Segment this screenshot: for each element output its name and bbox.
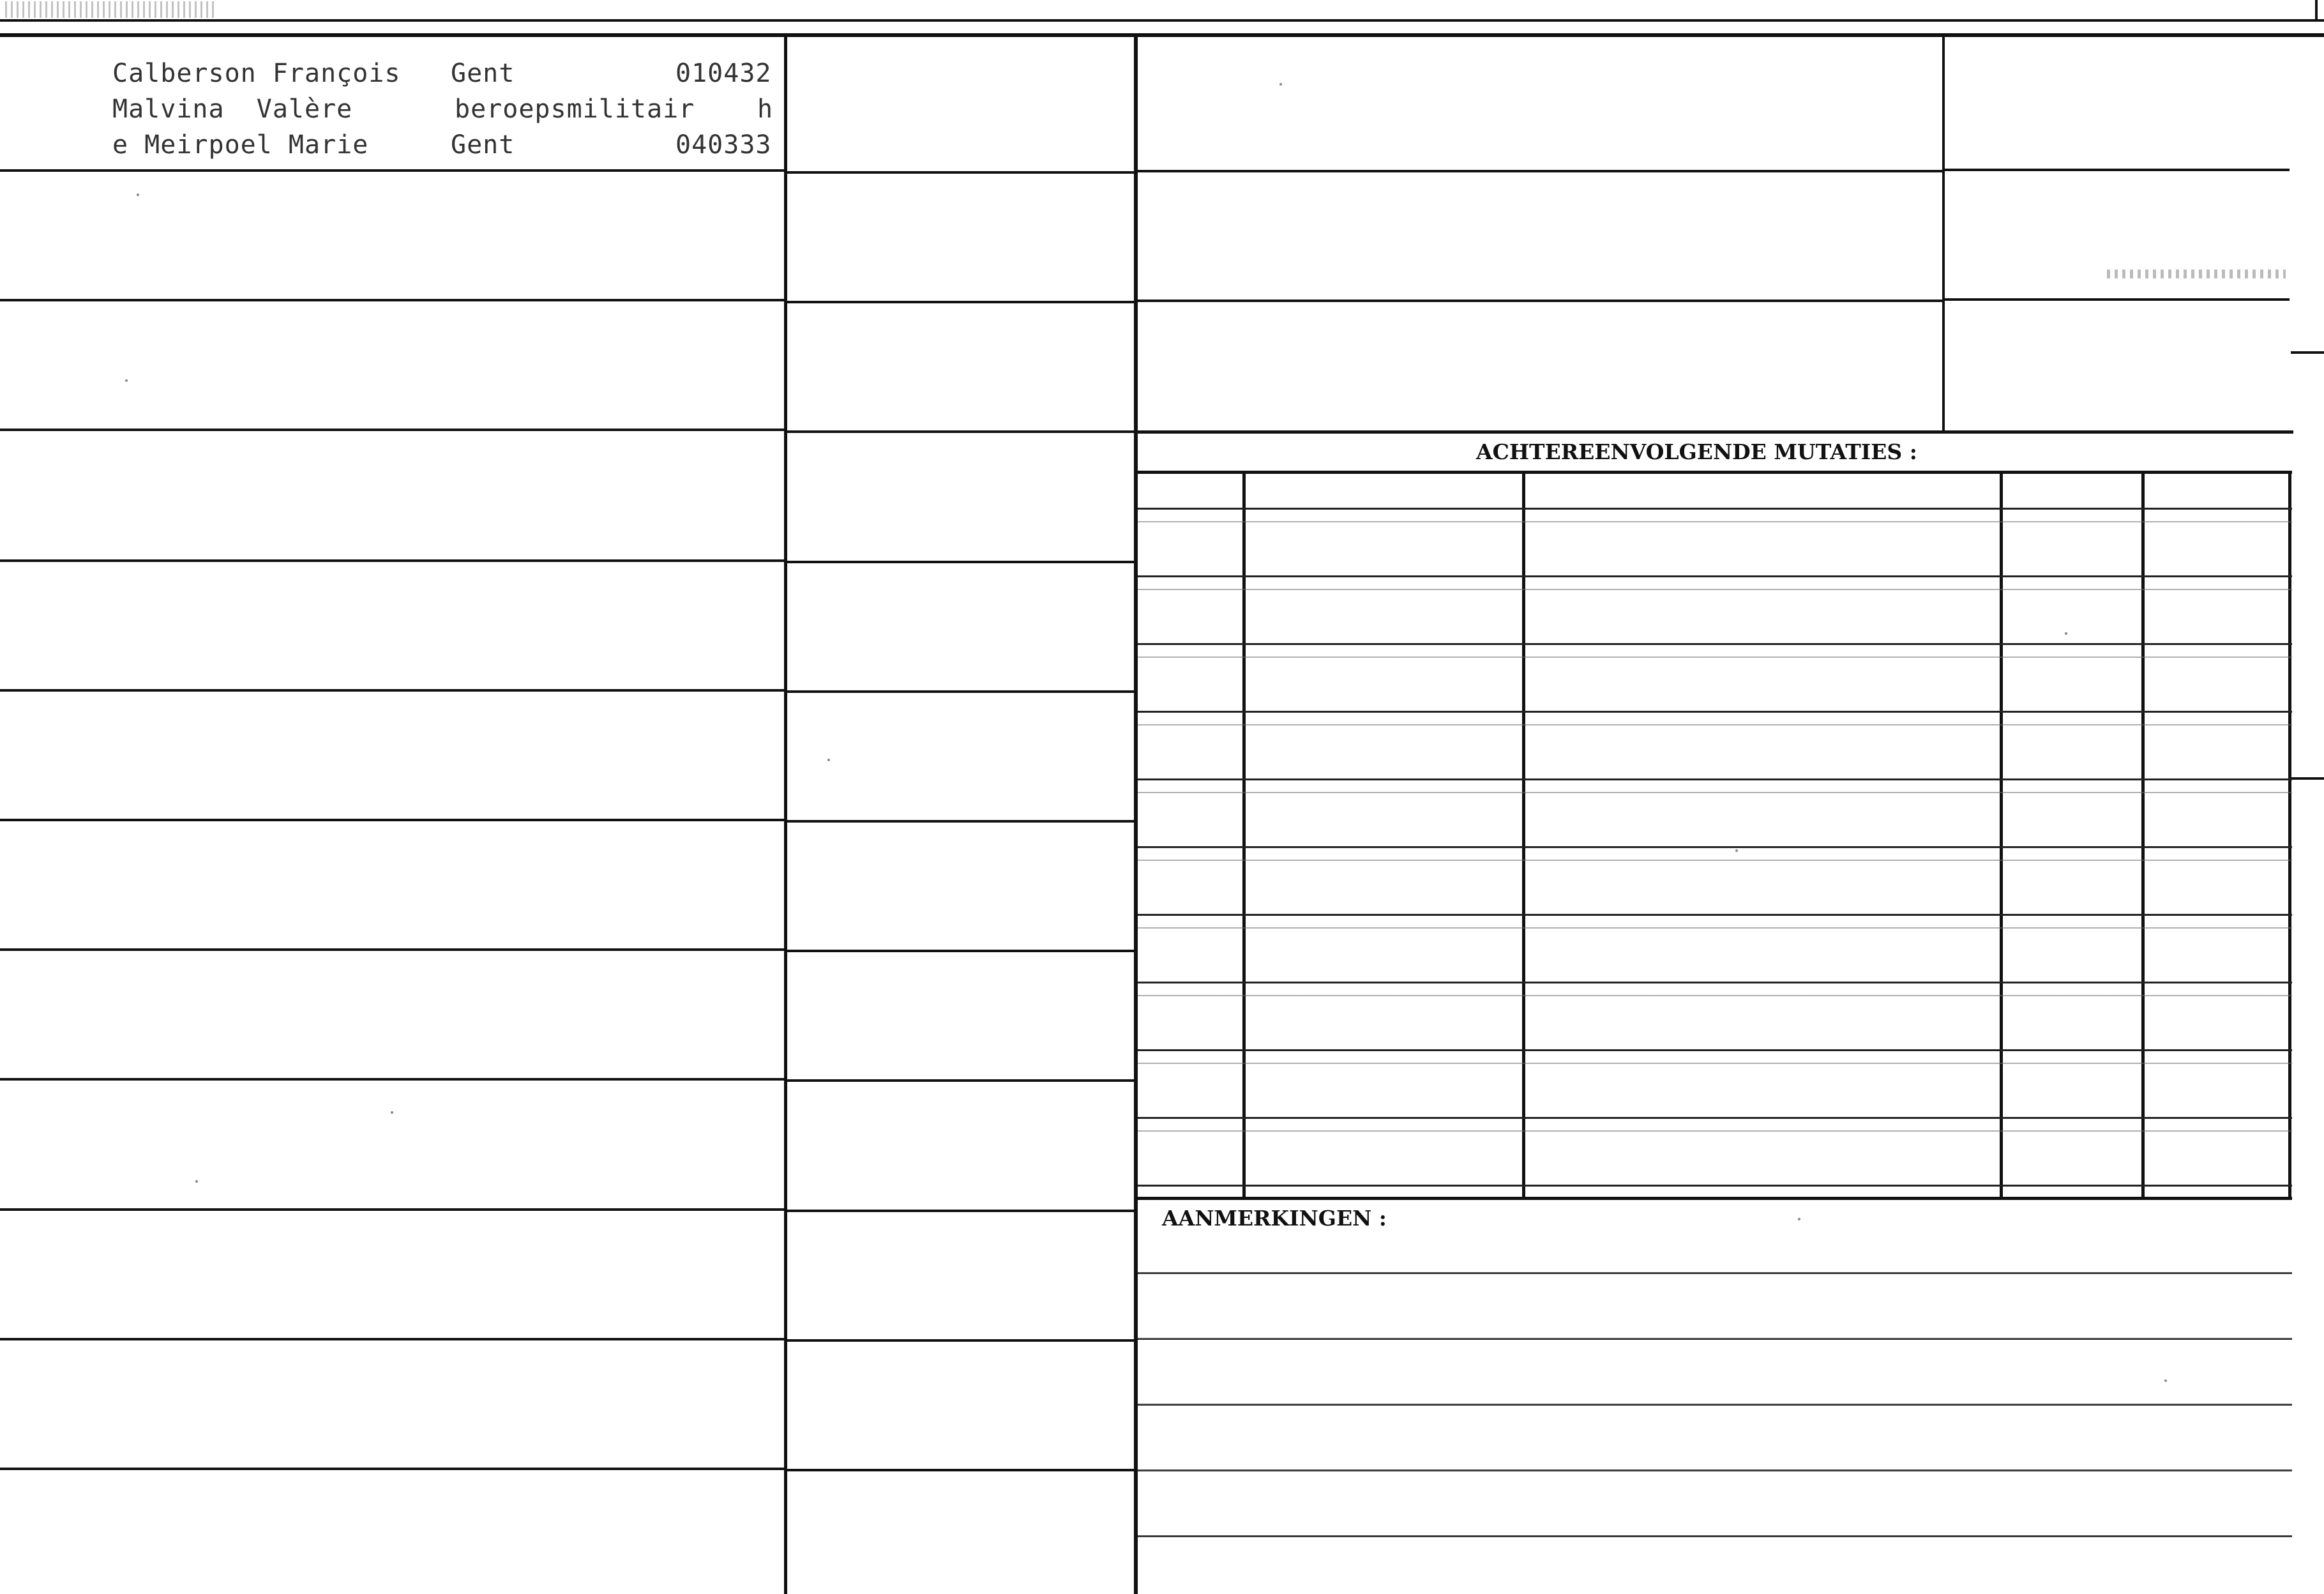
entry-code: h: [757, 95, 774, 124]
entry-place-3: Gent: [451, 130, 515, 160]
mutations-header: ACHTEREENVOLGENDE MUTATIES :: [1476, 439, 1917, 464]
entry-name-line-1: Calberson François: [112, 59, 401, 88]
remarks-header: AANMERKINGEN :: [1162, 1206, 1387, 1231]
entry-date-3: 040333: [675, 130, 772, 160]
entry-name-line-2: Malvina Valère: [112, 95, 353, 124]
entry-place-1: Gent: [451, 59, 515, 88]
entry-name-line-3: e Meirpoel Marie: [112, 130, 369, 160]
entry-date-1: 010432: [675, 59, 772, 88]
entry-occupation: beroepsmilitair: [455, 95, 695, 124]
